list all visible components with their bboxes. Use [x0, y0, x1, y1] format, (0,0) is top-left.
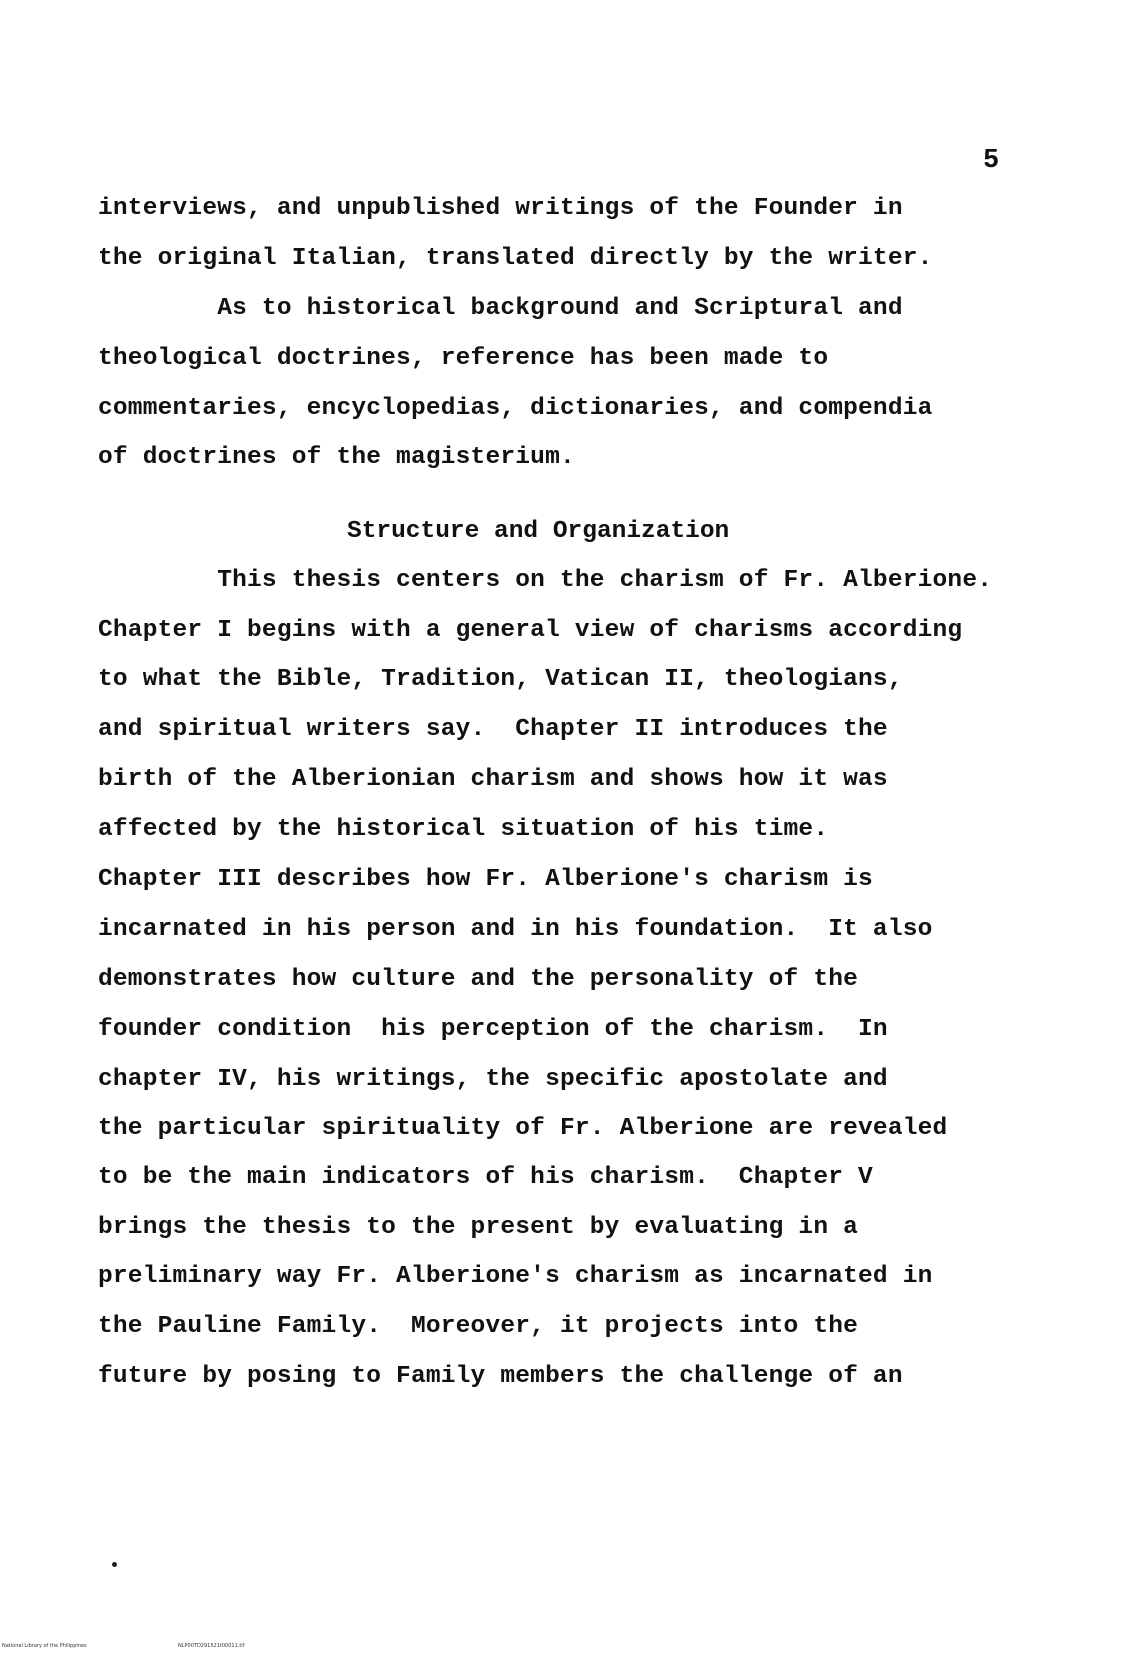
text-line: commentaries, encyclopedias, dictionaries, and compendia: [98, 395, 933, 422]
text-line: birth of the Alberionian charism and shows how it was: [98, 766, 888, 793]
text-line: incarnated in his person and in his foundation. It also: [98, 916, 933, 943]
text-line: theological doctrines, reference has been made to: [98, 345, 829, 372]
text-line: to what the Bible, Tradition, Vatican II, theologians,: [98, 666, 903, 693]
text-line: chapter IV, his writings, the specific apostolate and: [98, 1066, 888, 1093]
text-line: preliminary way Fr. Alberione's charism as incarnated in: [98, 1263, 933, 1290]
text-line: the particular spirituality of Fr. Alberione are revealed: [98, 1115, 948, 1142]
text-line: demonstrates how culture and the personality of the: [98, 966, 859, 993]
text-line: brings the thesis to the present by evaluating in a: [98, 1214, 859, 1241]
text-line: of doctrines of the magisterium.: [98, 444, 575, 471]
text-line: interviews, and unpublished writings of the Founder in: [98, 195, 903, 222]
text-line: As to historical background and Scriptural and: [98, 295, 903, 322]
footer-library-name: National Library of the Philippines: [2, 1643, 87, 1649]
text-line: Chapter III describes how Fr. Alberione's charism is: [98, 866, 873, 893]
text-line: to be the main indicators of his charism. Chapter V: [98, 1164, 873, 1191]
text-line: the original Italian, translated directly by the writer.: [98, 245, 933, 272]
text-line: This thesis centers on the charism of Fr. Alberione.: [98, 567, 993, 594]
text-line: Chapter I begins with a general view of charisms according: [98, 617, 963, 644]
text-line: future by posing to Family members the challenge of an: [98, 1363, 903, 1390]
section-heading: Structure and Organization: [347, 518, 730, 545]
text-line: founder condition his perception of the charism. In: [98, 1016, 888, 1043]
text-line: affected by the historical situation of his time.: [98, 816, 829, 843]
text-line: and spiritual writers say. Chapter II introduces the: [98, 716, 888, 743]
page-number: 5: [983, 146, 1000, 176]
scan-speck: [112, 1562, 117, 1567]
footer-file-name: NLP00TD291521t00011.tif: [178, 1643, 245, 1649]
text-line: the Pauline Family. Moreover, it projects into the: [98, 1313, 859, 1340]
